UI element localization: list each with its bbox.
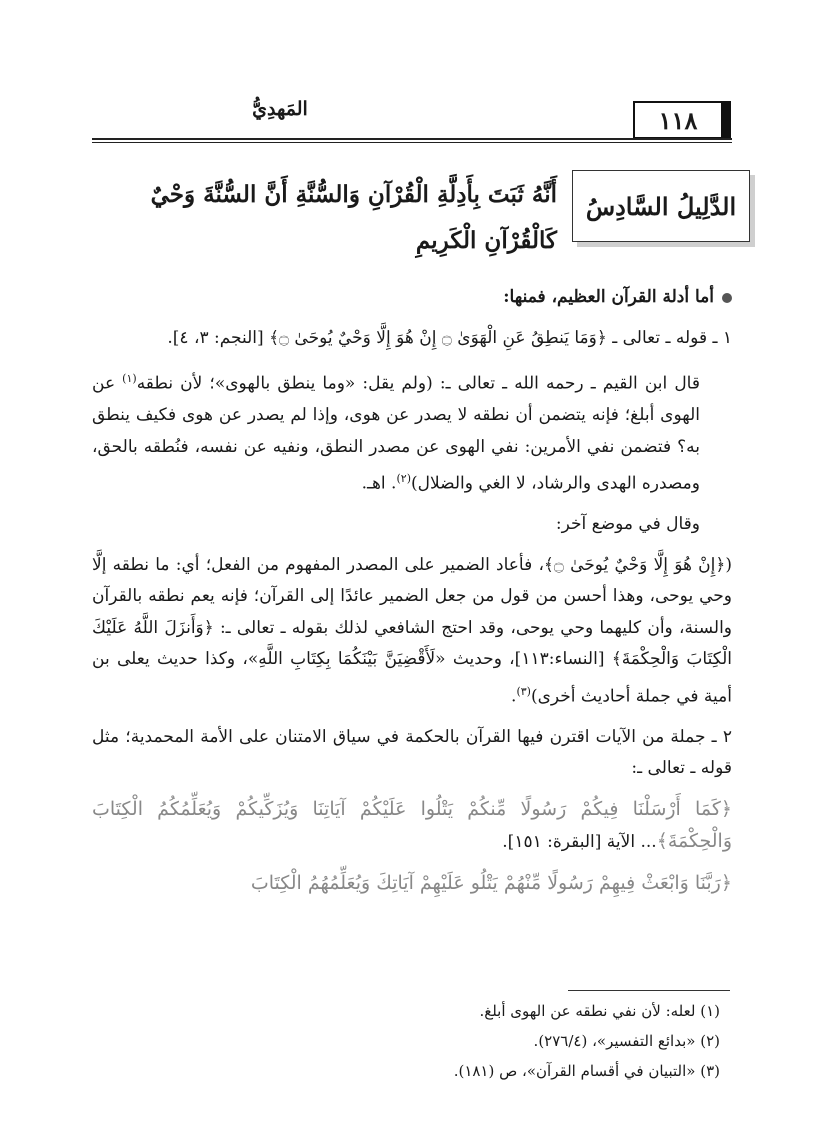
para2-intro: وقال في موضع آخر: [555, 514, 700, 535]
section-label-box [572, 170, 750, 242]
running-head: المَهدِيُّ [252, 98, 308, 120]
verse-2-text: ﴿رَبَّنَا وَابْعَثْ فِيهِمْ رَسُولًا مِّنْهُمْ يَتْلُو عَلَيْهِمْ آيَاتِكَ وَيُعَلِّمُهُمُ الْكِتَابَ [250, 871, 732, 894]
verse-2 [92, 868, 732, 901]
bullet-line [92, 282, 732, 314]
verse-1-reference: ... الآية [البقرة: ١٥١]. [502, 832, 657, 853]
body-text [92, 282, 732, 909]
bullet-text: أما أدلة القرآن العظيم، فمنها: [503, 287, 714, 307]
bullet-icon [722, 293, 732, 303]
para2-text: (﴿إِنْ هُوَ إِلَّا وَحْيٌ يُوحَىٰ ۝﴾، فأعاد الضمير على المصدر المفهوم من الفعل؛ أي: ما نطقه إلَّا وحي يوحى، وهذا أحسن من قول من جعل الضمير عائدًا إلى القرآن؛ فإنه يعم نطقه بالقرآن والسنة، وأن كليهما وحي يوحى، وقد احتج الشافعي لذلك بقوله ـ تعالى ـ: ﴿وَأَنزَلَ اللَّهُ عَلَيْكَ الْكِتَابَ وَالْحِكْمَةَ﴾ [النساء:١١٣]، وحديث «لَأَقْضِيَنَّ بَيْنَكُمَا بِكِتَابِ اللَّهِ»، وكذا حديث يعلى بن أمية في جملة أحاديث أخرى) [92, 554, 732, 707]
header-rule [92, 138, 732, 143]
footnote-ref-2: (٢) [396, 472, 411, 486]
para1-part-c: . اهـ. [361, 473, 397, 494]
section-label: الدَّلِيلُ السَّادِسُ [585, 191, 737, 221]
footnote-2: (٢) «بدائع التفسير»، (٢٧٦/٤). [533, 1032, 720, 1050]
item-1: ١ ـ قوله ـ تعالى ـ ﴿وَمَا يَنطِقُ عَنِ الْهَوَىٰ ۝ إِنْ هُوَ إِلَّا وَحْيٌ يُوحَىٰ ۝﴾ [النجم: ٣، ٤]. [167, 327, 732, 348]
footnote-1: (١) لعله: لأن نفي نطقه عن الهوى أبلغ. [479, 1002, 720, 1020]
footnote-3: (٣) «التبيان في أقسام القرآن»، ص (١٨١). [453, 1062, 720, 1080]
footnote-ref-3: (٣) [516, 684, 531, 698]
para1-part-a: قال ابن القيم ـ رحمه الله ـ تعالى ـ: (ولم يقل: «وما ينطق بالهوى»؛ لأن نطقه [136, 373, 700, 394]
section-title: أَنَّهُ ثَبَتَ بِأَدِلَّةِ الْقُرْآنِ وَالسُّنَّةِ أَنَّ السُّنَّةَ وَحْيٌ كَالْقُرْآنِ الْكَرِيمِ [150, 181, 557, 254]
footnote-rule [568, 990, 730, 991]
para2-end: . [511, 686, 517, 707]
footnote-ref-1: (١) [122, 372, 137, 385]
verse-1-text: ﴿كَمَا أَرْسَلْنَا فِيكُمْ رَسُولًا مِّنكُمْ يَتْلُوا عَلَيْكُمْ آيَاتِنَا وَيُزَكِّيكُمْ وَيُعَلِّمُكُمُ الْكِتَابَ وَالْحِكْمَةَ﴾ [92, 797, 732, 853]
verse-1 [92, 794, 732, 859]
paragraph-ibn-alqayyim [92, 363, 732, 500]
paragraph-quote [92, 550, 732, 713]
page-number: ١١٨ [633, 101, 731, 139]
footnotes [92, 996, 720, 1086]
para1-part-b: عن الهوى أبلغ؛ فإنه يتضمن أن نطقه لا يصدر عن هوى، وإذا لم يصدر عن هوى فكيف ينطق به؟ فتضمن نفي الأمرين: نفي الهوى عن مصدر النطق، ونفيه عن نفسه، فنُطقه بالحق، ومصدره الهدى والرشاد، لا الغي والضلال) [92, 373, 700, 494]
item-2: ٢ ـ جملة من الآيات اقترن فيها القرآن بالحكمة في سياق الامتنان على الأمة المحمدية؛ مثل قوله ـ تعالى ـ: [92, 726, 732, 779]
